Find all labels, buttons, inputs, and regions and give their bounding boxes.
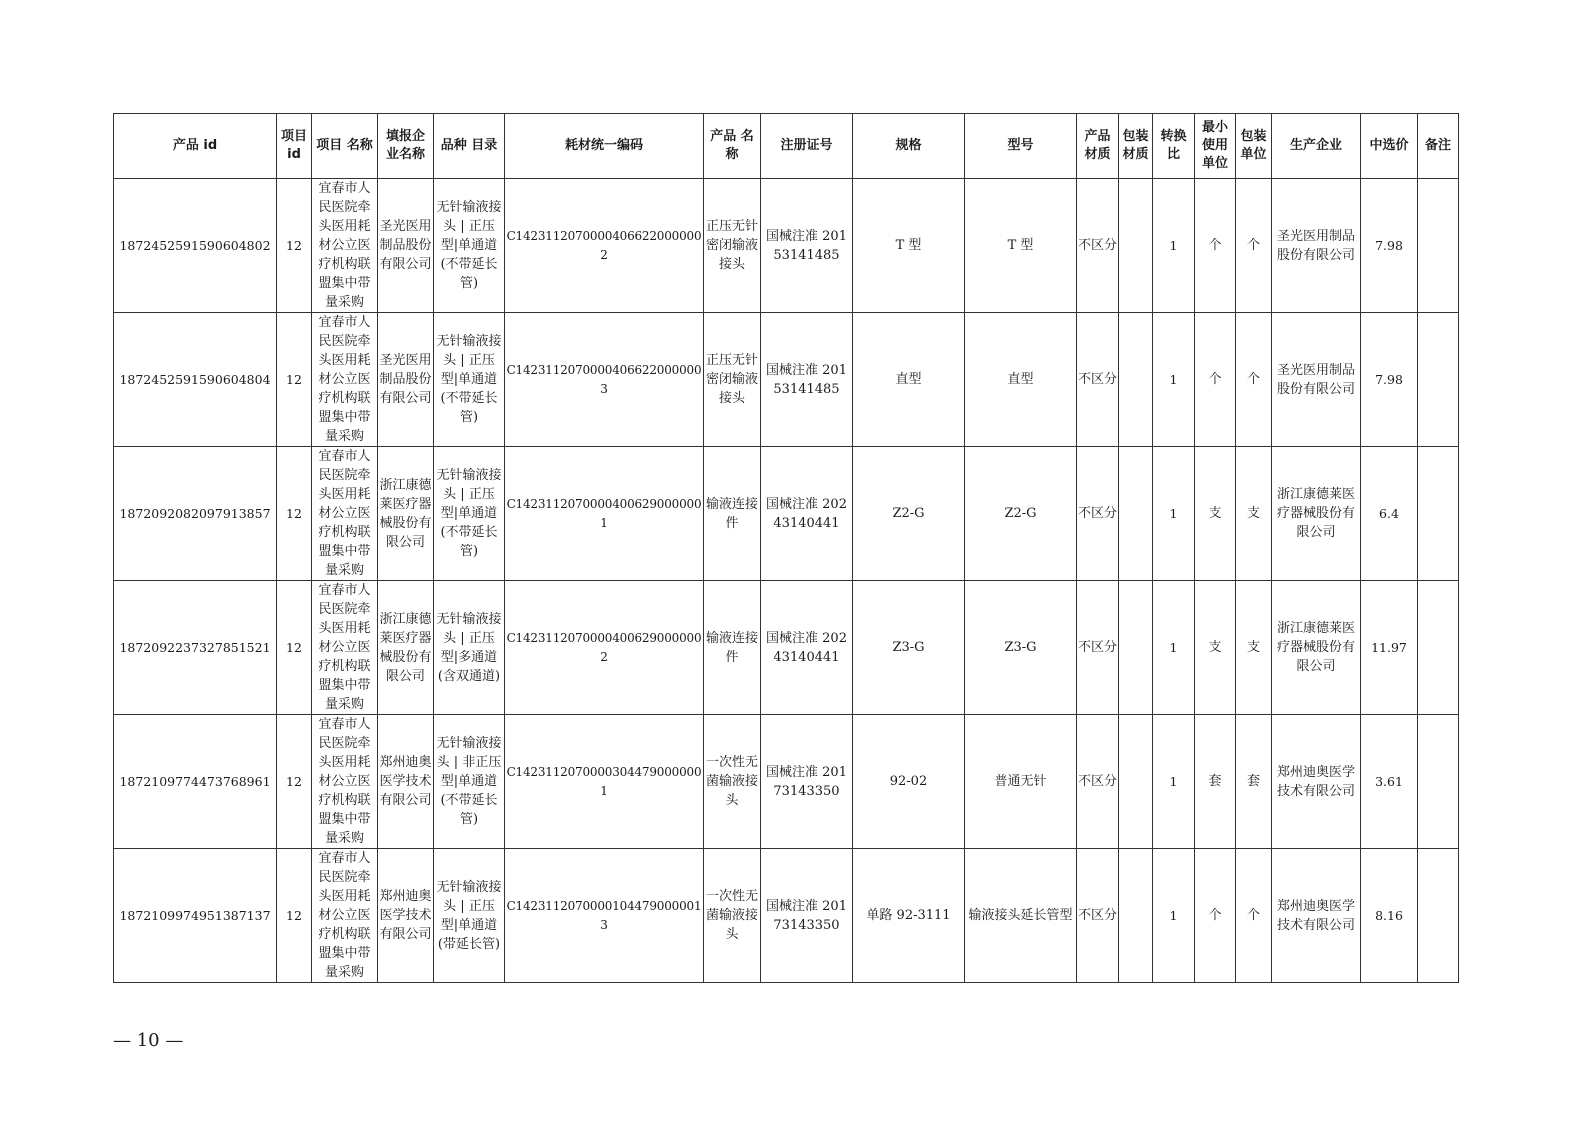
header-product-name: 产品 名称 [704,114,761,179]
header-project-name: 项目 名称 [312,114,378,179]
cell-reporting-company: 圣光医用制品股份有限公司 [378,179,434,313]
cell-manufacturer: 郑州迪奥医学技术有限公司 [1272,849,1361,983]
cell-registration-no: 国械注准 20153141485 [761,179,853,313]
cell-model: 直型 [965,313,1077,447]
cell-reporting-company: 圣光医用制品股份有限公司 [378,313,434,447]
cell-remarks [1418,715,1459,849]
cell-package-unit: 个 [1236,179,1272,313]
header-unified-code: 耗材统一编码 [505,114,704,179]
table-header-row [114,114,1459,179]
cell-selected-price: 11.97 [1361,581,1418,715]
header-remarks: 备注 [1418,114,1459,179]
cell-product-id: 1872109774473768961 [114,715,277,849]
cell-product-name: 一次性无菌输液接头 [704,715,761,849]
cell-package-material [1119,313,1153,447]
header-package-material: 包装 材质 [1119,114,1153,179]
header-product-material: 产品 材质 [1077,114,1119,179]
cell-conversion-ratio: 1 [1153,313,1195,447]
header-category: 品种 目录 [434,114,505,179]
cell-remarks [1418,447,1459,581]
product-table [113,113,1459,983]
cell-unified-code: C14231120700004066220000002 [505,179,704,313]
cell-reporting-company: 浙江康德莱医疗器械股份有限公司 [378,447,434,581]
cell-project-id: 12 [277,581,312,715]
cell-specification: Z3-G [853,581,965,715]
cell-category: 无针输液接头 | 正压型|单通道(不带延长管) [434,447,505,581]
cell-remarks [1418,313,1459,447]
cell-project-id: 12 [277,715,312,849]
cell-project-id: 12 [277,179,312,313]
cell-product-name: 正压无针密闭输液接头 [704,179,761,313]
cell-min-use-unit: 个 [1195,849,1236,983]
table-row [114,715,1459,849]
cell-product-id: 1872452591590604802 [114,179,277,313]
cell-registration-no: 国械注准 20153141485 [761,313,853,447]
cell-min-use-unit: 个 [1195,179,1236,313]
cell-project-id: 12 [277,447,312,581]
table-row [114,313,1459,447]
cell-product-material: 不区分 [1077,715,1119,849]
cell-selected-price: 7.98 [1361,179,1418,313]
cell-category: 无针输液接头 | 非正压型|单通道(不带延长管) [434,715,505,849]
cell-registration-no: 国械注准 20173143350 [761,715,853,849]
cell-specification: T 型 [853,179,965,313]
cell-package-unit: 支 [1236,581,1272,715]
cell-unified-code: C14231120700004006290000002 [505,581,704,715]
cell-package-material [1119,849,1153,983]
cell-remarks [1418,849,1459,983]
cell-project-id: 12 [277,313,312,447]
cell-product-material: 不区分 [1077,447,1119,581]
cell-package-unit: 套 [1236,715,1272,849]
cell-unified-code: C14231120700001044790000013 [505,849,704,983]
cell-reporting-company: 郑州迪奥医学技术有限公司 [378,715,434,849]
header-model: 型号 [965,114,1077,179]
cell-manufacturer: 圣光医用制品股份有限公司 [1272,313,1361,447]
cell-selected-price: 3.61 [1361,715,1418,849]
cell-model: Z2-G [965,447,1077,581]
cell-project-id: 12 [277,849,312,983]
cell-model: Z3-G [965,581,1077,715]
cell-product-id: 1872092237327851521 [114,581,277,715]
cell-min-use-unit: 套 [1195,715,1236,849]
cell-category: 无针输液接头 | 正压型|单通道(带延长管) [434,849,505,983]
cell-project-name: 宜春市人民医院牵头医用耗材公立医疗机构联盟集中带量采购 [312,447,378,581]
header-selected-price: 中选价 [1361,114,1418,179]
cell-conversion-ratio: 1 [1153,179,1195,313]
cell-manufacturer: 浙江康德莱医疗器械股份有限公司 [1272,581,1361,715]
cell-model: 输液接头延长管型 [965,849,1077,983]
cell-manufacturer: 浙江康德莱医疗器械股份有限公司 [1272,447,1361,581]
cell-conversion-ratio: 1 [1153,849,1195,983]
header-package-unit: 包装 单位 [1236,114,1272,179]
cell-project-name: 宜春市人民医院牵头医用耗材公立医疗机构联盟集中带量采购 [312,849,378,983]
cell-manufacturer: 郑州迪奥医学技术有限公司 [1272,715,1361,849]
cell-model: 普通无针 [965,715,1077,849]
header-reporting-company: 填报企 业名称 [378,114,434,179]
cell-category: 无针输液接头 | 正压型|单通道(不带延长管) [434,313,505,447]
cell-min-use-unit: 支 [1195,447,1236,581]
cell-product-name: 输液连接件 [704,447,761,581]
cell-reporting-company: 浙江康德莱医疗器械股份有限公司 [378,581,434,715]
cell-project-name: 宜春市人民医院牵头医用耗材公立医疗机构联盟集中带量采购 [312,715,378,849]
header-product-id: 产品 id [114,114,277,179]
cell-product-material: 不区分 [1077,179,1119,313]
cell-project-name: 宜春市人民医院牵头医用耗材公立医疗机构联盟集中带量采购 [312,581,378,715]
cell-manufacturer: 圣光医用制品股份有限公司 [1272,179,1361,313]
cell-unified-code: C14231120700004066220000003 [505,313,704,447]
cell-product-id: 1872452591590604804 [114,313,277,447]
cell-product-name: 正压无针密闭输液接头 [704,313,761,447]
cell-package-unit: 支 [1236,447,1272,581]
page-number: — 10 — [113,1030,184,1051]
cell-product-material: 不区分 [1077,849,1119,983]
cell-package-unit: 个 [1236,313,1272,447]
cell-remarks [1418,179,1459,313]
cell-package-material [1119,581,1153,715]
table-row [114,447,1459,581]
cell-remarks [1418,581,1459,715]
cell-selected-price: 8.16 [1361,849,1418,983]
cell-model: T 型 [965,179,1077,313]
cell-project-name: 宜春市人民医院牵头医用耗材公立医疗机构联盟集中带量采购 [312,313,378,447]
cell-category: 无针输液接头 | 正压型|单通道(不带延长管) [434,179,505,313]
cell-product-name: 一次性无菌输液接头 [704,849,761,983]
cell-package-material [1119,715,1153,849]
header-manufacturer: 生产企业 [1272,114,1361,179]
cell-unified-code: C14231120700004006290000001 [505,447,704,581]
cell-project-name: 宜春市人民医院牵头医用耗材公立医疗机构联盟集中带量采购 [312,179,378,313]
cell-package-material [1119,179,1153,313]
header-project-id: 项目 id [277,114,312,179]
header-min-use-unit: 最小 使用 单位 [1195,114,1236,179]
cell-conversion-ratio: 1 [1153,447,1195,581]
cell-registration-no: 国械注准 20243140441 [761,581,853,715]
cell-registration-no: 国械注准 20243140441 [761,447,853,581]
cell-unified-code: C14231120700003044790000001 [505,715,704,849]
cell-conversion-ratio: 1 [1153,581,1195,715]
cell-min-use-unit: 个 [1195,313,1236,447]
cell-product-name: 输液连接件 [704,581,761,715]
product-table-container [113,113,1459,983]
cell-registration-no: 国械注准 20173143350 [761,849,853,983]
cell-product-material: 不区分 [1077,581,1119,715]
cell-package-unit: 个 [1236,849,1272,983]
cell-specification: 单路 92-3111 [853,849,965,983]
cell-reporting-company: 郑州迪奥医学技术有限公司 [378,849,434,983]
cell-specification: 直型 [853,313,965,447]
header-conversion-ratio: 转换 比 [1153,114,1195,179]
header-specification: 规格 [853,114,965,179]
cell-category: 无针输液接头 | 正压型|多通道(含双通道) [434,581,505,715]
cell-specification: 92-02 [853,715,965,849]
table-row [114,581,1459,715]
cell-selected-price: 7.98 [1361,313,1418,447]
table-row [114,849,1459,983]
cell-product-material: 不区分 [1077,313,1119,447]
cell-selected-price: 6.4 [1361,447,1418,581]
cell-product-id: 1872092082097913857 [114,447,277,581]
cell-min-use-unit: 支 [1195,581,1236,715]
cell-product-id: 1872109974951387137 [114,849,277,983]
cell-conversion-ratio: 1 [1153,715,1195,849]
header-registration-no: 注册证号 [761,114,853,179]
table-row [114,179,1459,313]
cell-specification: Z2-G [853,447,965,581]
cell-package-material [1119,447,1153,581]
